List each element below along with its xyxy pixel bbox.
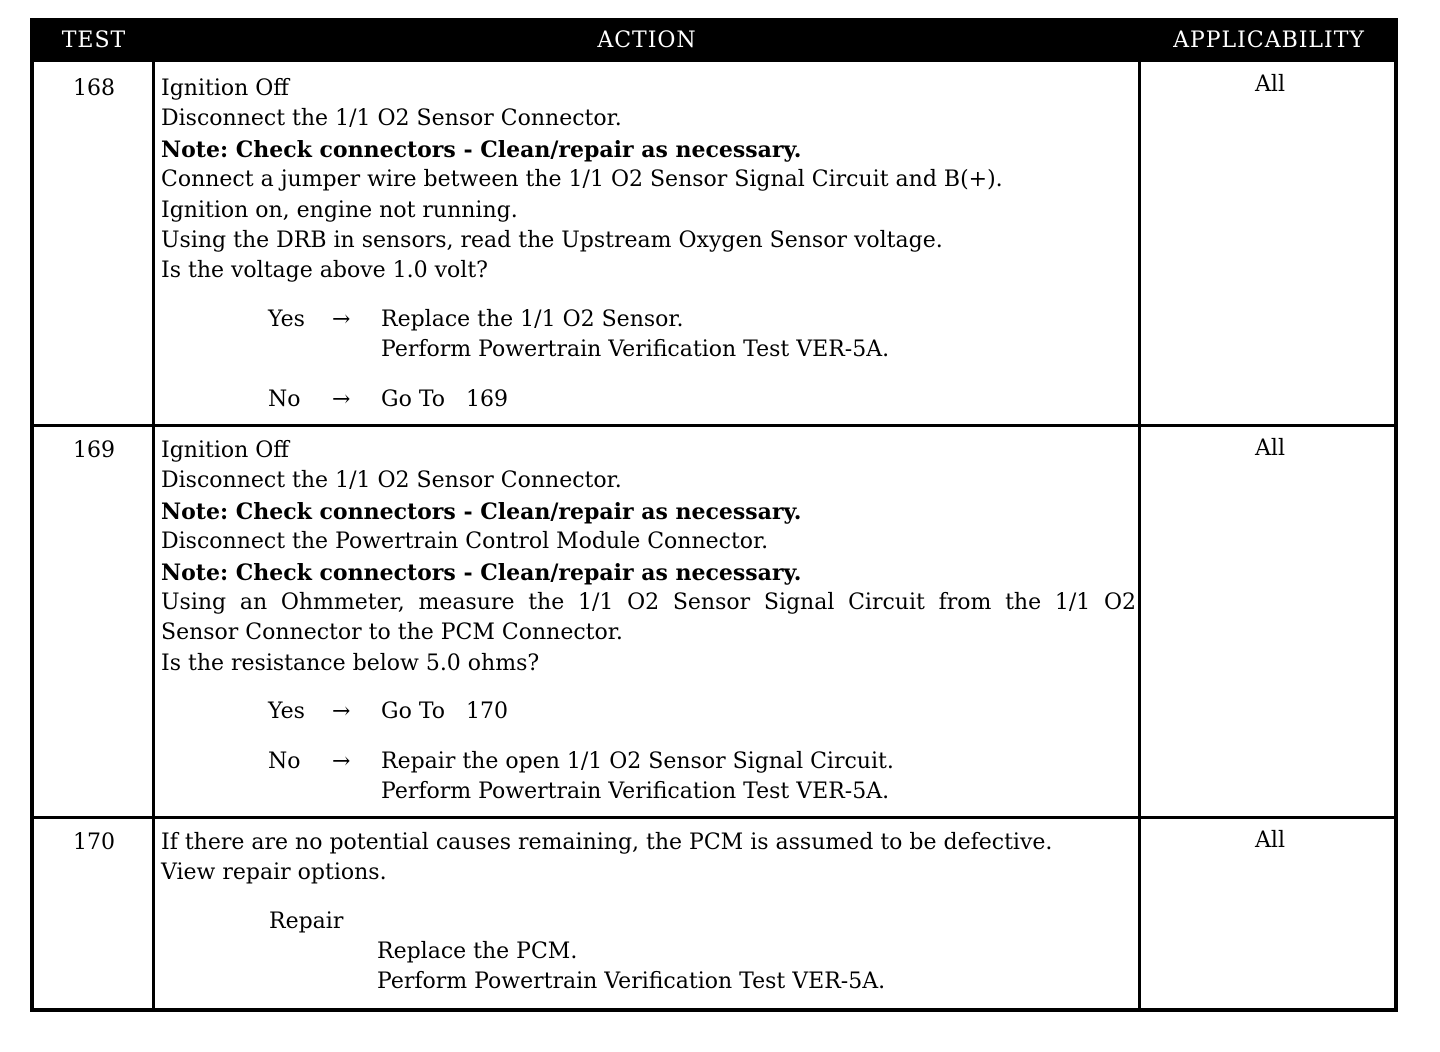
action-note: Note: Check connectors - Clean/repair as necessary. [161,136,802,163]
repair-step [161,937,1136,967]
no-branch [161,747,1136,777]
action-line: Sensor Connector to the PCM Connector. [161,620,623,646]
action-line: Connect a jumper wire between the 1/1 O2 Sensor Signal Circuit and B(+). [161,167,1003,193]
applicability-cell: All [1255,436,1285,461]
right-arrow-icon: → [332,749,351,775]
test-number: 170 [73,830,115,855]
table-header [34,22,1394,62]
yes-branch [161,305,1136,335]
action-line: Ignition Off [161,76,289,101]
repair-label [161,907,1136,937]
table-row-168 [34,62,1394,424]
yes-result: Go To 170 [381,699,508,725]
diagnostic-test-table [30,18,1398,1012]
applicability-cell: All [1255,828,1285,853]
action-line: Disconnect the 1/1 O2 Sensor Connector. [161,468,622,494]
yes-result: Perform Powertrain Verification Test VER-5A. [381,336,890,362]
yes-label: Yes [268,306,305,332]
no-result: Go To 169 [381,386,508,412]
repair-step-text: Perform Powertrain Verification Test VER-5A. [377,968,886,994]
repair-label-text: Repair [269,908,344,934]
header-action: ACTION [597,28,697,53]
applicability-cell: All [1255,72,1285,97]
no-result: Perform Powertrain Verification Test VER-5A. [381,779,890,805]
action-line: Disconnect the Powertrain Control Module Connector. [161,529,769,555]
repair-step-text: Replace the PCM. [377,938,578,964]
action-line: View repair options. [161,860,387,886]
action-cell [161,828,1136,997]
table-row-169 [34,424,1394,816]
right-arrow-icon: → [332,699,351,725]
action-line: If there are no potential causes remaining, the PCM is assumed to be defective. [161,830,1053,855]
yes-result: Replace the 1/1 O2 Sensor. [381,306,684,332]
right-arrow-icon: → [332,306,351,332]
action-question: Is the voltage above 1.0 volt? [161,258,488,284]
repair-step [161,967,1136,997]
action-line: Using the DRB in sensors, read the Upstream Oxygen Sensor voltage. [161,228,943,254]
no-label: No [268,749,301,775]
action-line: Using an Ohmmeter, measure the 1/1 O2 Sensor Signal Circuit from the 1/1 O2 [161,590,1136,616]
action-question: Is the resistance below 5.0 ohms? [161,650,540,676]
action-note: Note: Check connectors - Clean/repair as necessary. [161,559,802,586]
action-cell [161,74,1136,415]
no-label: No [268,386,301,412]
no-result: Repair the open 1/1 O2 Sensor Signal Circuit. [381,749,894,775]
test-number: 168 [73,76,115,101]
action-line: Ignition Off [161,438,289,463]
table-row-170 [34,816,1394,1008]
test-number: 169 [73,438,115,463]
header-applicability: APPLICABILITY [1173,28,1365,53]
action-line: Ignition on, engine not running. [161,197,518,223]
right-arrow-icon: → [332,386,351,412]
yes-label: Yes [268,699,305,725]
header-test: TEST [61,28,127,53]
action-cell [161,436,1136,807]
no-branch [161,385,1136,415]
yes-branch [161,697,1136,727]
action-line: Disconnect the 1/1 O2 Sensor Connector. [161,106,622,132]
action-note: Note: Check connectors - Clean/repair as necessary. [161,498,802,525]
